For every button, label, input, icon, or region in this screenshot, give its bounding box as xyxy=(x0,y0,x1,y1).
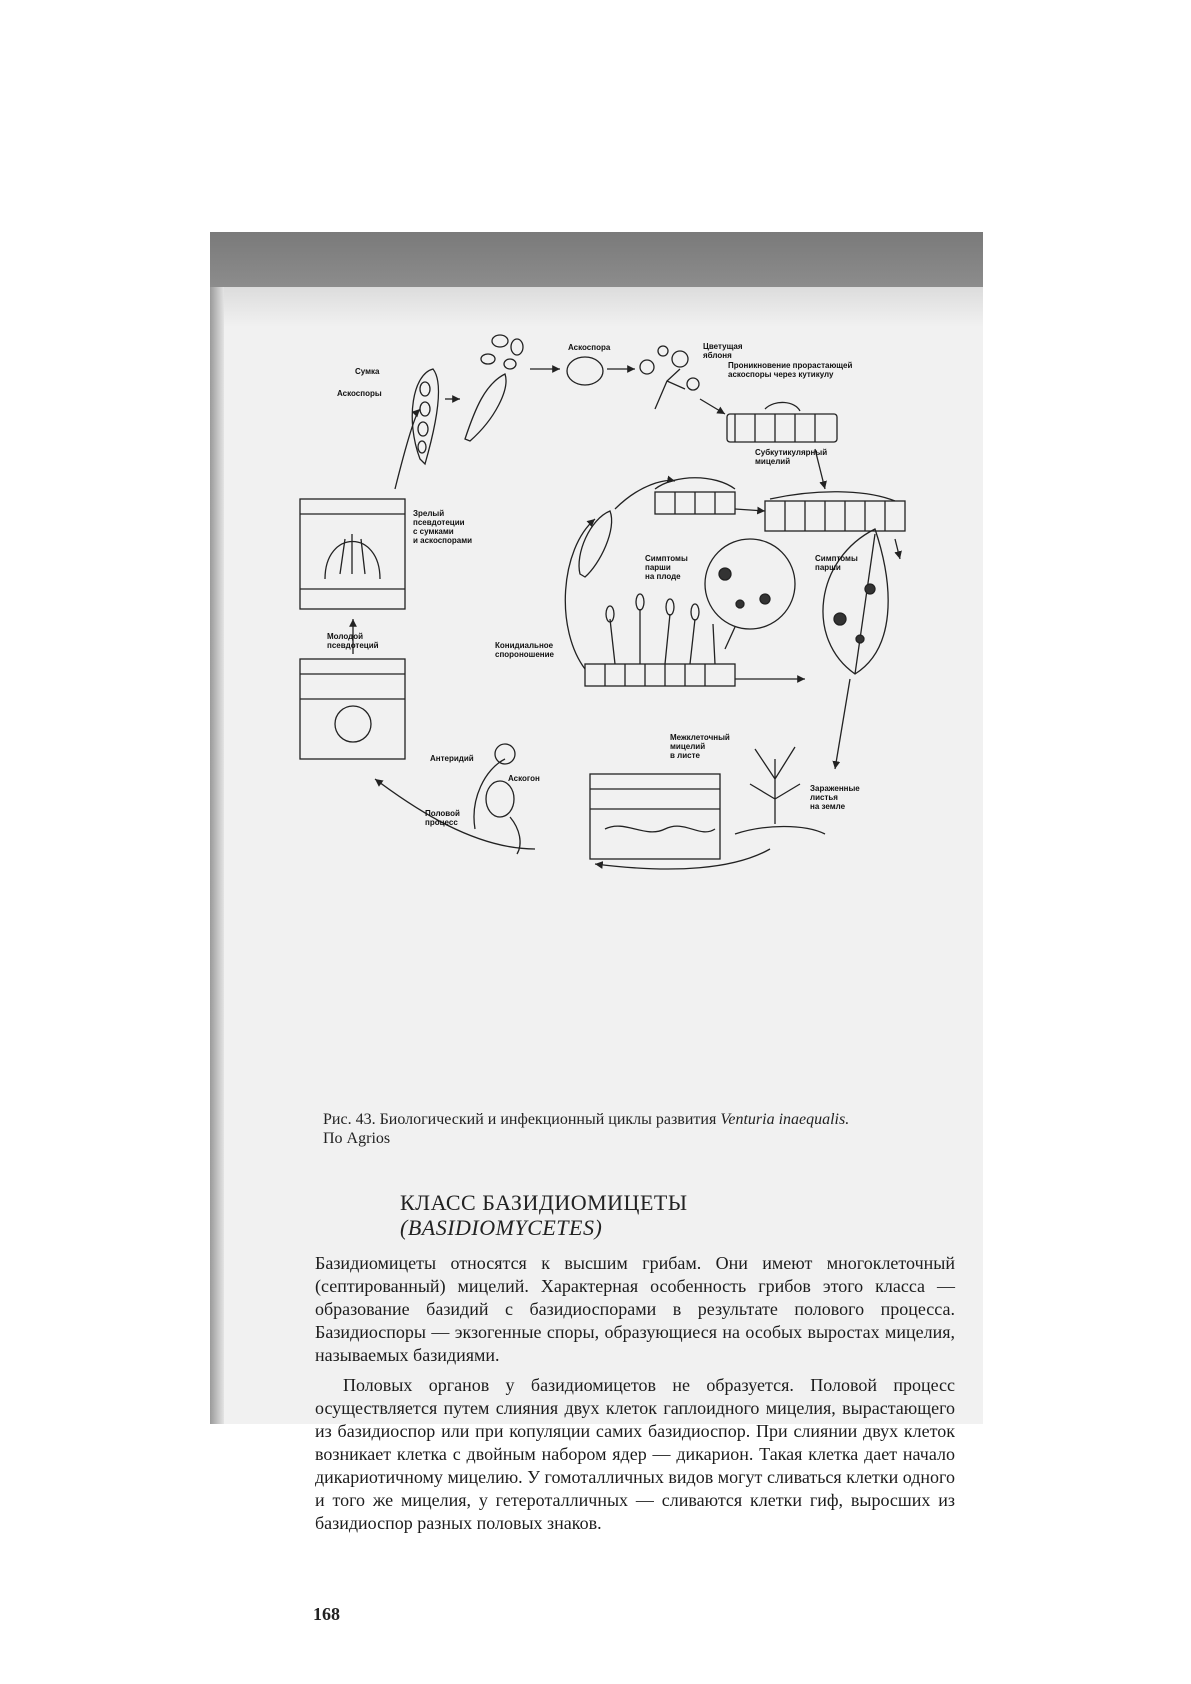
scab-fruit-drawing xyxy=(705,539,795,649)
caption-source: По Agrios xyxy=(323,1130,391,1147)
label-ascogon: Аскогон xyxy=(508,774,540,783)
paragraph-2-text: Половых органов у базидиомицетов не образуется. Половой процесс осуществляется путем слияния двух клеток гаплоидного мицелия, вырастающего из базидиоспор или при копуляции самих базидиоспор. При слиянии двух клеток возникает клетка с двойным набором ядер — дикарион. Такая клетка дает начало дикариотичному мицелию. У гомоталличных видов могут сливаться клетки одного и того же мицелия, у гетероталличных — сливаются клетки гиф, выросших из базидиоспор разных половых знаков. xyxy=(315,1375,955,1533)
label-mature-pseudothecium: Зрелый псевдотеции с сумками и аскоспорами xyxy=(413,509,473,545)
caption-species: Venturia inaequalis. xyxy=(720,1111,850,1128)
paragraph-1 xyxy=(315,1252,955,1367)
ascospore-drawing xyxy=(567,357,603,385)
paragraph-1-text: Базидиомицеты относятся к высшим грибам. Они имеют многоклеточный (септированный) мицелий. Характерная особенность грибов этого класса — образование базидий с базидиоспорами в результате полового процесса. Базидиоспоры — экзогенные споры, образующиеся на особых выростах мицелия, называемых базидиями. xyxy=(315,1253,955,1365)
section-heading xyxy=(400,1190,800,1240)
paragraph-2 xyxy=(315,1374,955,1535)
figure-caption xyxy=(323,1110,943,1148)
scanned-page xyxy=(210,232,983,1624)
label-intercellular: Межклеточный мицелий в листе xyxy=(670,733,730,760)
life-cycle-figure xyxy=(295,329,975,1099)
mature-pseudothecium-drawing xyxy=(300,499,405,609)
discharging-ascus-drawing xyxy=(465,335,523,441)
label-conidial: Конидиальное спороношение xyxy=(495,641,554,659)
caption-text: Рис. 43. Биологический и инфекционный циклы развития xyxy=(323,1111,721,1128)
label-leaf-symptoms: Симптомы парши xyxy=(815,554,858,572)
label-fruit-symptoms: Симптомы парши на плоде xyxy=(645,554,688,581)
life-cycle-drawing xyxy=(295,329,975,1099)
scab-leaf-drawing xyxy=(823,529,888,674)
label-subcuticular: Субкутикулярный мицелий xyxy=(755,448,828,466)
label-apple-blossom: Цветущая яблоня xyxy=(703,342,743,360)
antheridium-ascogon-drawing xyxy=(474,744,520,854)
label-antheridium: Антеридий xyxy=(430,754,474,763)
page-number: 168 xyxy=(313,1604,340,1624)
label-ascospore: Аскоспора xyxy=(568,343,611,352)
intercellular-mycelium-drawing xyxy=(590,774,720,859)
label-ascospores: Аскоспоры xyxy=(337,389,382,398)
label-penetration: Проникновение прорастающей аскоспоры через кутикулу xyxy=(728,361,853,379)
scan-shadow xyxy=(224,287,983,327)
subcuticular-mycelium-drawing xyxy=(765,492,905,531)
scan-left-edge xyxy=(210,287,224,1424)
label-infected-leaves: Зараженные листья на земле xyxy=(810,784,860,811)
young-pseudothecium-drawing xyxy=(300,659,405,759)
apple-blossom-drawing xyxy=(640,346,699,409)
label-sexual-process: Половой процесс xyxy=(425,809,460,827)
penetration-drawing xyxy=(727,402,837,442)
label-young-pseudothecium: Молодой псевдотеций xyxy=(327,632,379,650)
scan-top-band xyxy=(210,232,983,287)
section-title: КЛАСС БАЗИДИОМИЦЕТЫ xyxy=(400,1190,688,1215)
label-sumka: Сумка xyxy=(355,367,380,376)
section-latin-title: (BASIDIOMYCETES) xyxy=(400,1215,603,1240)
